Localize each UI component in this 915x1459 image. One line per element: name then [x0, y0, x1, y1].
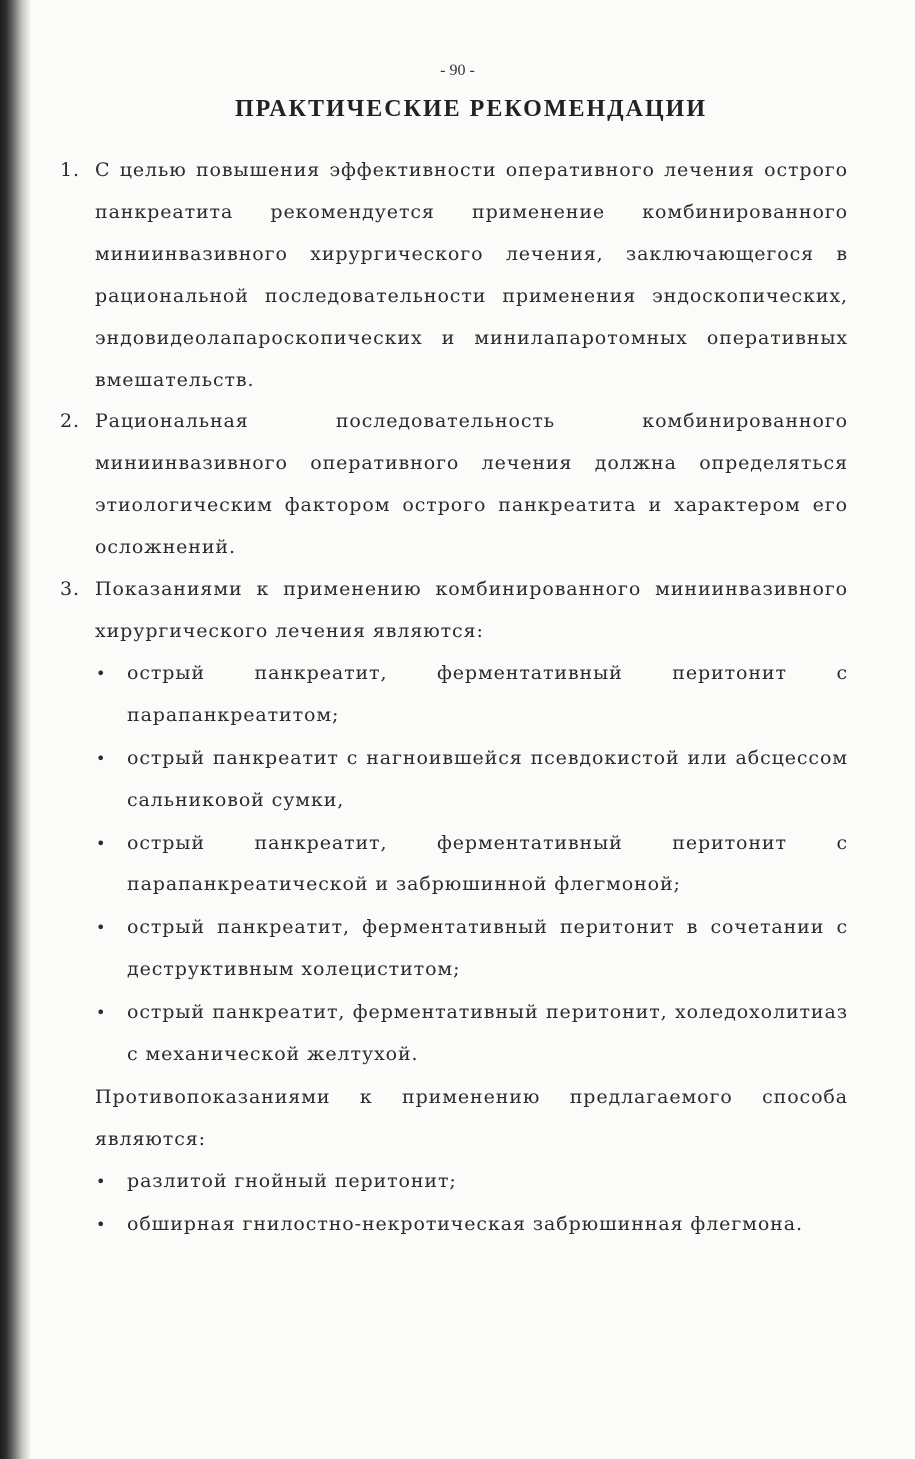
bullet-icon: •	[96, 833, 107, 853]
bullet-icon: •	[96, 1003, 107, 1023]
list-item-text: обширная гнилостно-некротическая забрюшинная флегмона.	[127, 1212, 803, 1235]
item-text: Показаниями к применению комбинированного миниинвазивного хирургического лечения являются:	[95, 578, 848, 642]
recommendation-1	[60, 150, 848, 401]
recommendation-3	[60, 569, 848, 653]
item-number: 2.	[60, 410, 80, 433]
contraindications-list	[60, 1161, 848, 1246]
list-item	[60, 823, 848, 907]
list-item-text: острый панкреатит, ферментативный перитонит, холедохолитиаз с механической желтухой.	[127, 1001, 848, 1066]
list-item-text: разлитой гнойный перитонит;	[127, 1169, 457, 1192]
recommendation-2	[60, 401, 848, 569]
list-item-text: острый панкреатит, ферментативный перитонит в сочетании с деструктивным холециститом;	[127, 916, 848, 981]
list-item-text: острый панкреатит, ферментативный перитонит с парапанкреатической и забрюшинной флегмоной;	[127, 831, 848, 896]
bullet-icon: •	[96, 748, 107, 768]
contraindications-intro: Противопоказаниями к применению предлагаемого способа являются:	[95, 1085, 848, 1150]
list-item-text: острый панкреатит, ферментативный перитонит с парапанкреатитом;	[127, 661, 848, 726]
indications-list	[60, 653, 848, 1076]
bullet-icon: •	[96, 1171, 107, 1191]
page-title: ПРАКТИЧЕСКИЕ РЕКОМЕНДАЦИИ	[234, 96, 707, 122]
list-item	[60, 992, 848, 1076]
item-text: Рациональная последовательность комбинированного миниинвазивного оперативного лечения должна определяться этиологическим фактором острого панкреатита и характером его осложнений.	[95, 410, 848, 559]
list-item	[60, 1204, 848, 1246]
page-number: - 90 -	[440, 62, 475, 79]
scan-binding-shadow	[0, 0, 30, 1459]
document-body	[60, 150, 848, 1247]
list-item	[60, 738, 848, 822]
item-text: С целью повышения эффективности оперативного лечения острого панкреатита рекомендуется применение комбинированного миниинвазивного хирургического лечения, заключающегося в рациональной последовательности применения эндоскопических, эндовидеолапароскопических и минилапаротомных оперативных вмешательств.	[95, 159, 848, 391]
list-item-text: острый панкреатит с нагноившейся псевдокистой или абсцессом сальниковой сумки,	[127, 746, 848, 811]
list-item	[60, 907, 848, 991]
item-number: 1.	[60, 159, 80, 181]
list-item	[60, 1161, 848, 1203]
list-item	[60, 653, 848, 737]
bullet-icon: •	[96, 663, 107, 683]
item-number: 3.	[60, 578, 80, 601]
bullet-icon: •	[96, 918, 107, 938]
bullet-icon: •	[96, 1214, 107, 1234]
